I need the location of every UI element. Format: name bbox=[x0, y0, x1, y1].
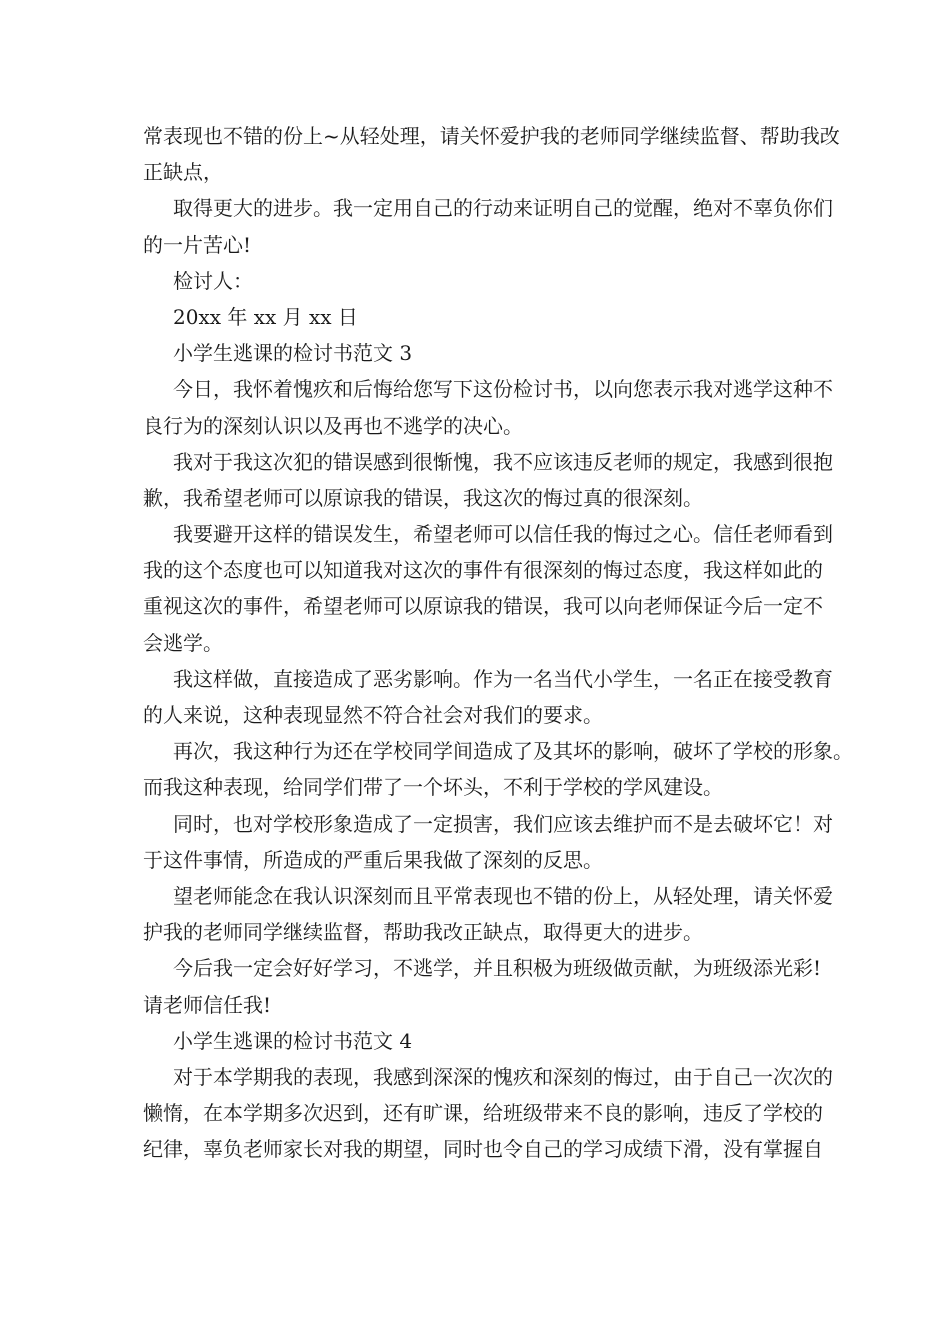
text-line: 我要避开这样的错误发生，希望老师可以信任我的悔过之心。信任老师看到 bbox=[173, 522, 833, 547]
section-heading: 小学生逃课的检讨书范文 3 bbox=[173, 341, 413, 366]
text-line: 正缺点， bbox=[143, 160, 223, 185]
signature-label: 检讨人： bbox=[173, 268, 253, 293]
date-line: 20xx 年 xx 月 xx 日 bbox=[173, 304, 358, 329]
text-line: 常表现也不错的份上~从轻处理，请关怀爱护我的老师同学继续监督、帮助我改 bbox=[143, 124, 840, 148]
text-line: 同时，也对学校形象造成了一定损害，我们应该去维护而不是去破坏它！对 bbox=[173, 811, 833, 836]
text-line: 我的这个态度也可以知道我对这次的事件有很深刻的悔过态度，我这样如此的 bbox=[143, 558, 823, 583]
text-line: 纪律，辜负老师家长对我的期望，同时也令自己的学习成绩下滑，没有掌握自 bbox=[143, 1137, 823, 1162]
text-line: 我对于我这次犯的错误感到很惭愧，我不应该违反老师的规定，我感到很抱 bbox=[173, 449, 833, 474]
text-line: 今日，我怀着愧疚和后悔给您写下这份检讨书，以向您表示我对逃学这种不 bbox=[173, 377, 833, 402]
text-line: 护我的老师同学继续监督，帮助我改正缺点，取得更大的进步。 bbox=[143, 920, 703, 945]
text-line: 良行为的深刻认识以及再也不逃学的决心。 bbox=[143, 413, 523, 438]
text-line: 而我这种表现，给同学们带了一个坏头，不利于学校的学风建设。 bbox=[143, 775, 723, 800]
text-line: 会逃学。 bbox=[143, 630, 223, 655]
text-line: 再次，我这种行为还在学校同学间造成了及其坏的影响，破坏了学校的形象。 bbox=[173, 739, 853, 764]
text-line: 的人来说，这种表现显然不符合社会对我们的要求。 bbox=[143, 703, 603, 727]
text-line: 于这件事情，所造成的严重后果我做了深刻的反思。 bbox=[143, 847, 603, 872]
text-line: 我这样做，直接造成了恶劣影响。作为一名当代小学生，一名正在接受教育 bbox=[173, 666, 833, 691]
text-line: 懒惰，在本学期多次迟到，还有旷课，给班级带来不良的影响，违反了学校的 bbox=[143, 1101, 823, 1126]
text-line: 望老师能念在我认识深刻而且平常表现也不错的份上，从轻处理，请关怀爱 bbox=[173, 883, 833, 908]
text-line: 请老师信任我! bbox=[143, 992, 272, 1017]
text-line: 取得更大的进步。我一定用自己的行动来证明自己的觉醒，绝对不辜负你们 bbox=[173, 196, 833, 221]
text-line: 歉，我希望老师可以原谅我的错误，我这次的悔过真的很深刻。 bbox=[143, 485, 703, 510]
text-line: 重视这次的事件，希望老师可以原谅我的错误，我可以向老师保证今后一定不 bbox=[143, 594, 823, 619]
document-body bbox=[143, 118, 853, 1167]
text-line: 今后我一定会好好学习，不逃学，并且积极为班级做贡献，为班级添光彩! bbox=[173, 956, 822, 981]
text-line: 对于本学期我的表现，我感到深深的愧疚和深刻的悔过，由于自己一次次的 bbox=[173, 1064, 833, 1089]
text-line: 的一片苦心! bbox=[143, 232, 252, 257]
section-heading: 小学生逃课的检讨书范文 4 bbox=[173, 1028, 413, 1053]
